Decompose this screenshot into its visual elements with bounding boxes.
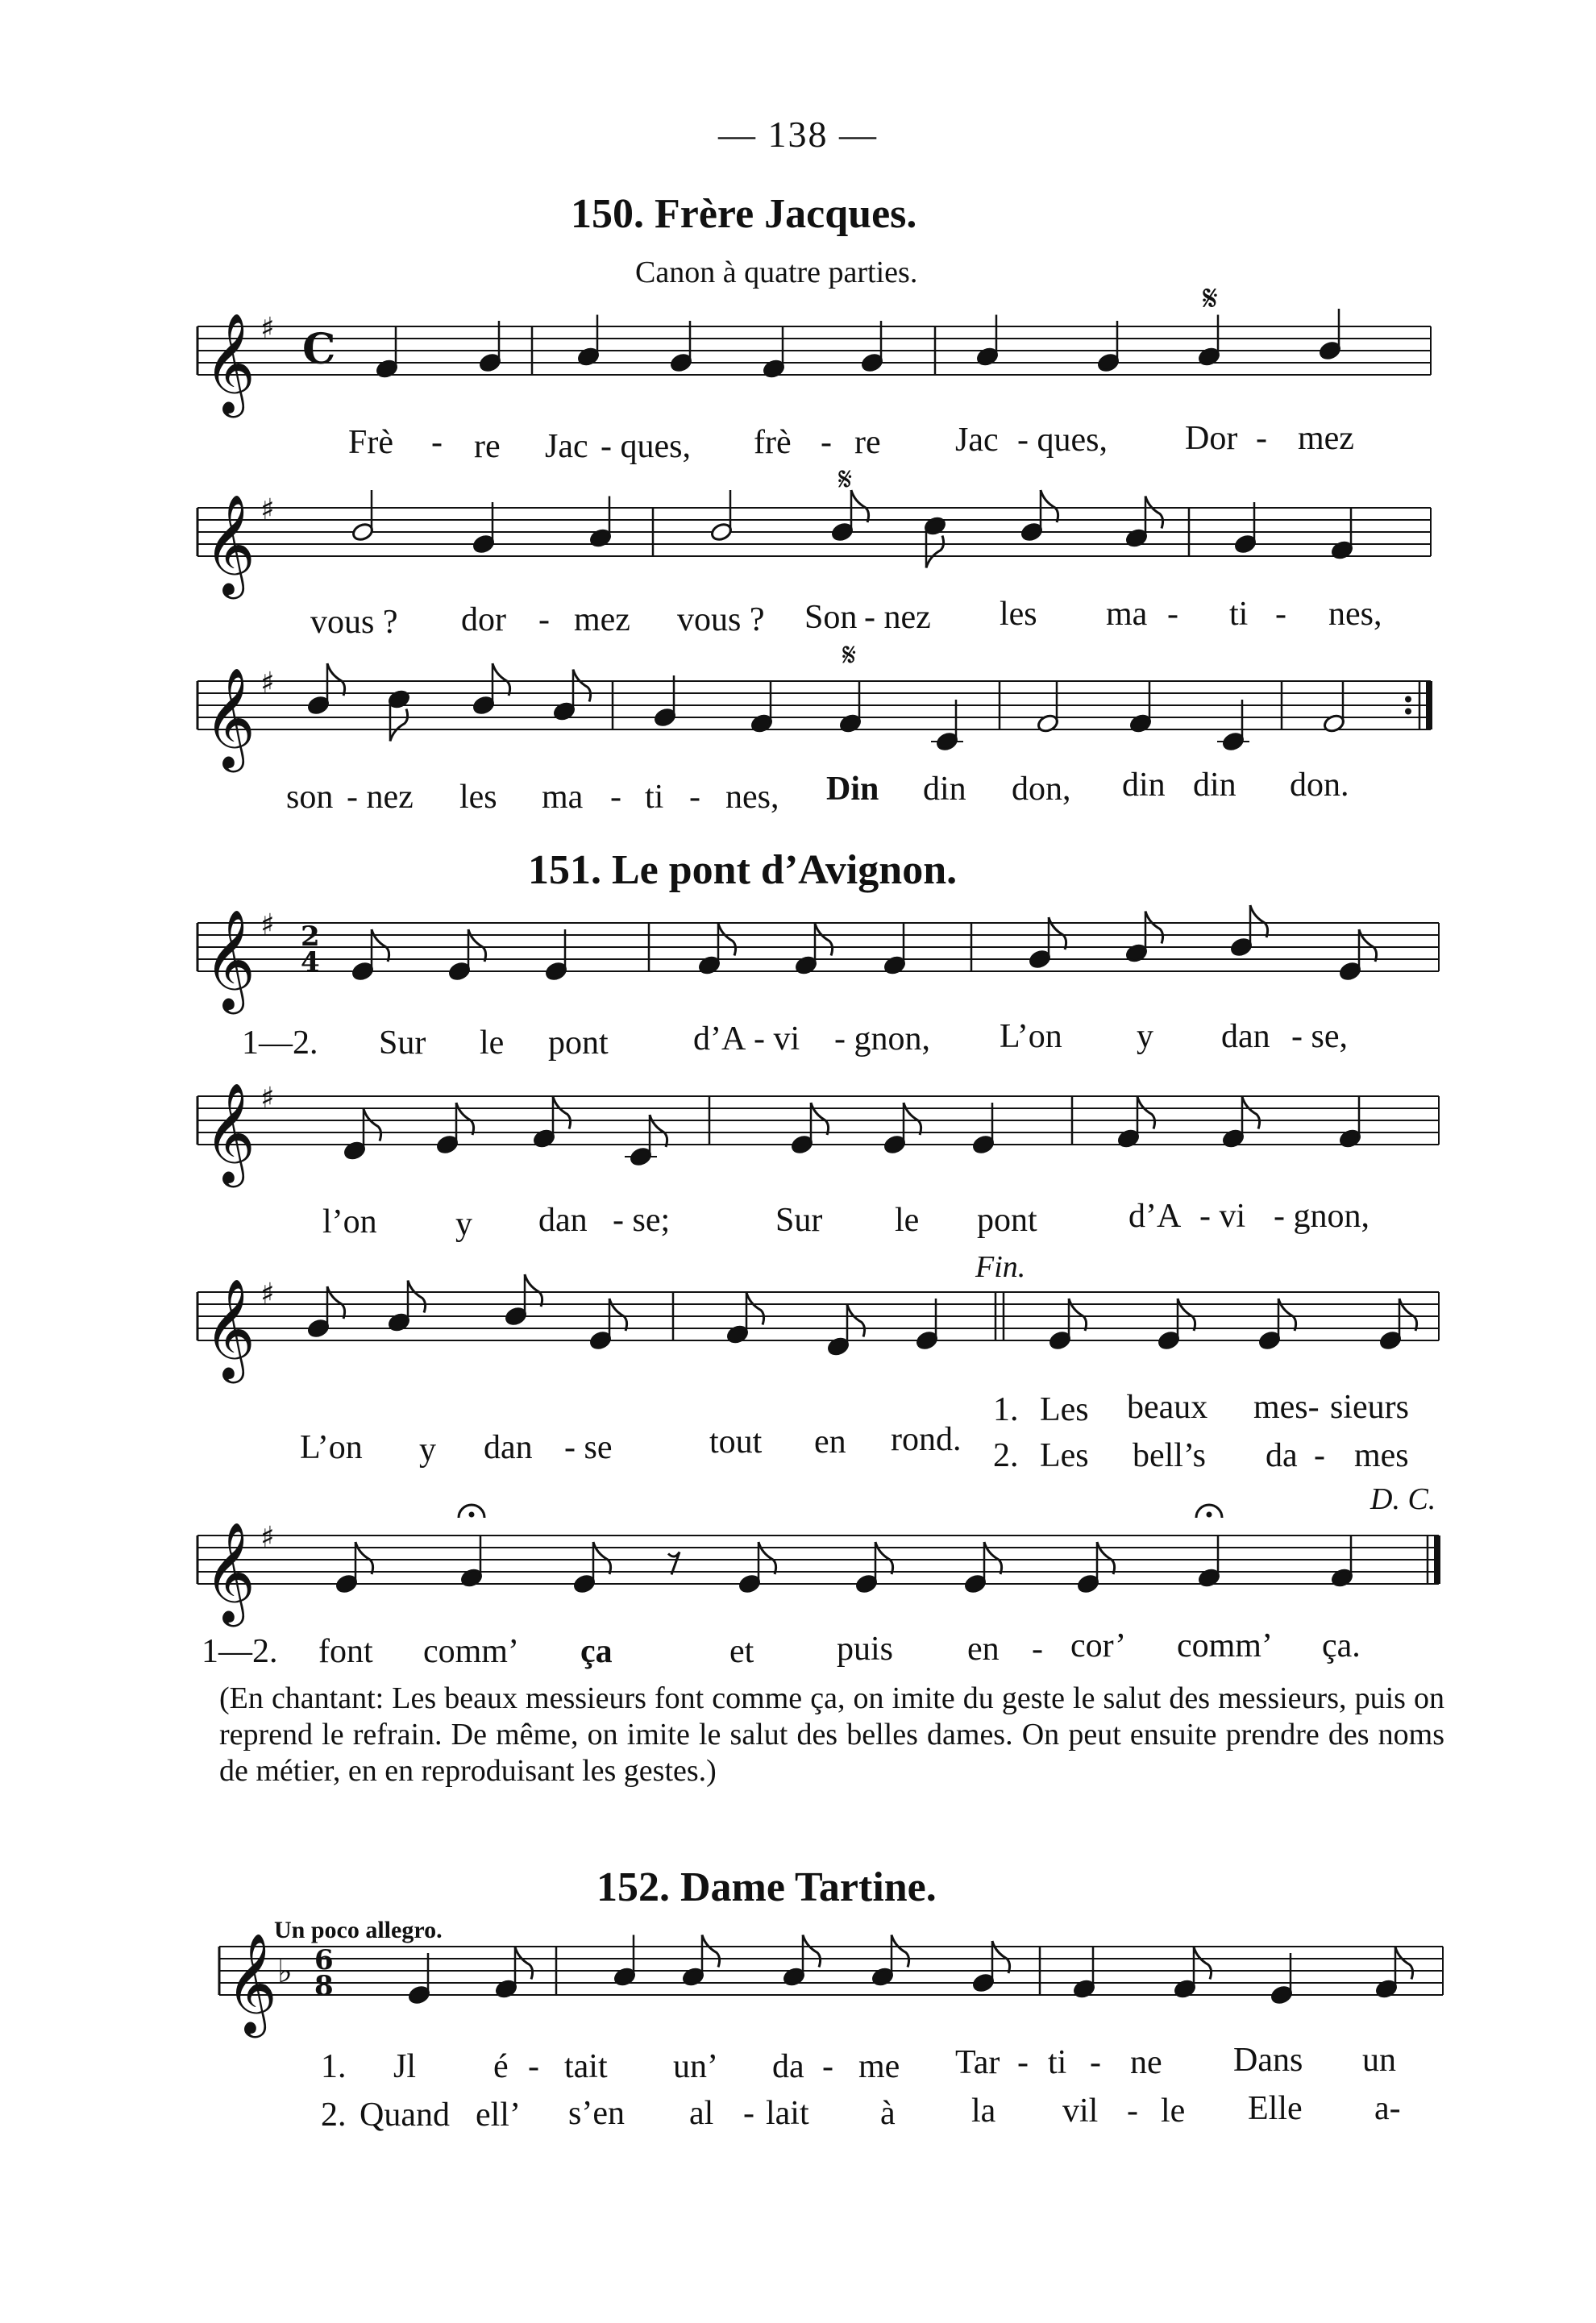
treble-clef-icon: 𝄞	[204, 1278, 256, 1379]
lyric-syllable: tout	[709, 1423, 763, 1461]
lyric-syllable: et	[729, 1633, 754, 1670]
lyric-syllable: dor	[461, 601, 506, 638]
lyric-syllable: mes	[1354, 1437, 1409, 1474]
lyric-syllable: - se;	[613, 1202, 671, 1239]
lyric-syllable: vous ?	[310, 604, 398, 641]
lyric-syllable: Jac	[955, 422, 999, 459]
lyric-syllable: 2.	[993, 1437, 1019, 1474]
lyric-syllable: -	[689, 779, 700, 816]
lyric-syllable: pont	[977, 1202, 1037, 1239]
dc-mark: D. C.	[1370, 1482, 1436, 1516]
lyric-syllable: le	[480, 1024, 505, 1062]
lyric-syllable: la	[971, 2092, 996, 2130]
lyric-syllable: Dans	[1233, 2042, 1303, 2079]
lyric-syllable: rond.	[891, 1421, 962, 1458]
lyric-syllable: -	[610, 779, 621, 816]
lyric-syllable: din	[923, 771, 966, 808]
treble-clef-icon: 𝄞	[204, 1083, 256, 1183]
lyric-syllable: -	[1127, 2092, 1138, 2130]
time-signature-denominator: 4	[301, 946, 320, 979]
lyric-syllable: vil	[1062, 2092, 1099, 2130]
lyric-syllable: -	[822, 2048, 833, 2085]
note-flag	[803, 1935, 821, 1968]
treble-clef-icon: 𝄞	[204, 494, 256, 595]
lyric-syllable: Frè	[348, 424, 393, 461]
lyric-syllable: Jac	[545, 428, 588, 465]
lyric-syllable: son	[286, 779, 334, 816]
treble-clef-icon: 𝄞	[226, 1933, 277, 2034]
lyric-syllable: mez	[574, 601, 630, 638]
lyric-syllable: frè	[754, 424, 792, 461]
lyric-syllable: mez	[1298, 420, 1354, 457]
lyric-syllable: re	[474, 428, 501, 465]
lyric-syllable: l’on	[322, 1203, 377, 1240]
lyric-syllable: font	[318, 1633, 373, 1670]
lyric-syllable: - ques,	[1017, 422, 1108, 459]
lyric-syllable: comm’	[1177, 1627, 1273, 1664]
lyric-syllable: - vi	[754, 1020, 800, 1058]
lyric-syllable: - ques,	[601, 428, 691, 465]
lyric-syllable: beaux	[1127, 1389, 1208, 1426]
flat-icon: ♭	[277, 1953, 293, 1990]
lyric-syllable: vous ?	[677, 601, 765, 638]
lyric-syllable: y	[419, 1432, 436, 1469]
lyric-syllable: 1—2.	[202, 1633, 278, 1670]
lyric-syllable: un’	[673, 2048, 718, 2085]
lyric-syllable: Son	[804, 599, 858, 636]
lyric-syllable: sieurs	[1330, 1389, 1409, 1426]
lyric-syllable: Din	[826, 771, 879, 808]
lyric-syllable: le	[895, 1202, 920, 1239]
lyric-syllable: -	[1017, 2044, 1029, 2081]
lyric-syllable: re	[854, 424, 881, 461]
lyric-syllable: Quand	[360, 2097, 450, 2134]
lyric-syllable: les	[459, 779, 497, 816]
sharp-icon: ♯	[260, 908, 275, 941]
tempo-marking: Un poco allegro.	[274, 1917, 443, 1943]
sharp-icon: ♯	[260, 1278, 275, 1311]
lyric-syllable: ne	[1130, 2044, 1162, 2081]
treble-clef-icon: 𝄞	[204, 1522, 256, 1623]
time-signature-numerator: 2	[301, 920, 320, 953]
lyric-syllable: ti	[645, 779, 664, 816]
note-flag	[1395, 1947, 1413, 1980]
lyric-syllable: don,	[1012, 771, 1071, 808]
lyric-syllable: da	[772, 2048, 804, 2085]
lyric-syllable: - vi	[1199, 1198, 1246, 1235]
lyric-syllable: lait	[766, 2095, 809, 2132]
lyric-syllable: 1.	[321, 2048, 347, 2085]
lyric-syllable: Jl	[393, 2048, 417, 2085]
segno-icon: 𝄋	[842, 637, 857, 674]
note-flag	[702, 1935, 720, 1968]
lyric-syllable: ti	[1229, 596, 1249, 633]
lyric-syllable: dan	[538, 1202, 588, 1239]
lyric-syllable: Tar	[955, 2044, 1000, 2081]
sharp-icon: ♯	[260, 1521, 275, 1554]
lyric-syllable: nes,	[725, 779, 779, 816]
lyric-syllable: -	[1167, 596, 1178, 633]
lyric-syllable: din	[1193, 767, 1236, 804]
lyric-syllable: 2.	[321, 2097, 347, 2134]
sharp-icon: ♯	[260, 493, 275, 526]
lyric-syllable: don.	[1290, 767, 1349, 804]
lyric-syllable: ell’	[476, 2097, 521, 2134]
treble-clef-icon: 𝄞	[204, 909, 256, 1010]
lyric-syllable: 1—2.	[242, 1024, 318, 1062]
lyric-syllable: tait	[564, 2048, 608, 2085]
lyric-syllable: cor’	[1070, 1627, 1127, 1664]
lyric-syllable: - gnon,	[834, 1020, 930, 1058]
lyric-syllable: en	[814, 1423, 846, 1461]
lyric-syllable: un	[1362, 2042, 1396, 2079]
treble-clef-icon: 𝄞	[204, 667, 256, 768]
time-signature-common: C	[302, 325, 336, 374]
lyric-syllable: din	[1122, 767, 1166, 804]
lyric-syllable: ma	[542, 779, 584, 816]
lyric-syllable: ma	[1106, 596, 1148, 633]
lyric-syllable: dan	[484, 1429, 533, 1466]
lyric-syllable: 1.	[993, 1391, 1019, 1428]
note-flag	[1194, 1947, 1212, 1980]
lyric-syllable: a-	[1374, 2090, 1401, 2127]
fin-mark: Fin.	[975, 1250, 1026, 1284]
sharp-icon: ♯	[260, 312, 275, 345]
page-number: — 138 —	[718, 114, 878, 155]
lyric-syllable: à	[880, 2095, 896, 2132]
lyric-syllable: -	[538, 601, 550, 638]
lyric-syllable: y	[455, 1206, 472, 1243]
lyric-syllable: - gnon,	[1274, 1198, 1369, 1235]
lyric-syllable: le	[1161, 2092, 1186, 2130]
lyric-syllable: s’en	[568, 2095, 625, 2132]
lyric-syllable: Dor	[1185, 420, 1238, 457]
lyric-syllable: é	[493, 2048, 509, 2085]
lyric-syllable: - nez	[864, 599, 931, 636]
lyric-syllable: al	[689, 2095, 714, 2132]
lyric-syllable: - se,	[1291, 1018, 1348, 1055]
lyric-syllable: Les	[1040, 1437, 1089, 1474]
lyric-syllable: pont	[548, 1024, 609, 1062]
song-title-le-pont-davignon: 151. Le pont d’Avignon.	[528, 847, 958, 893]
note-flag	[515, 1947, 533, 1980]
performance-note: (En chantant: Les beaux messieurs font comme ça, on imite du geste le salut des messieurs, puis on reprend le refrain. De même, on imite le salut des belles dames. On peut ensuite prendre des noms de métier, en en reproduisant les gestes.)	[219, 1681, 1444, 1788]
lyric-syllable: puis	[837, 1631, 894, 1668]
lyric-syllable: les	[1000, 596, 1037, 633]
lyric-syllable: Les	[1040, 1391, 1089, 1428]
lyric-syllable: -	[431, 424, 443, 461]
segno-icon: 𝄋	[838, 461, 853, 498]
lyric-syllable: - se	[564, 1429, 613, 1466]
sharp-icon: ♯	[260, 1082, 275, 1115]
lyric-syllable: - nez	[347, 779, 414, 816]
song-subtitle: Canon à quatre parties.	[635, 256, 918, 289]
lyric-syllable: Elle	[1248, 2090, 1303, 2127]
lyric-syllable: -	[821, 424, 832, 461]
lyric-syllable: Sur	[775, 1202, 823, 1239]
time-signature-numerator: 6	[314, 1944, 334, 1976]
time-signature-denominator: 8	[314, 1970, 334, 2002]
lyric-syllable: -	[1314, 1437, 1325, 1474]
lyric-syllable: mes-	[1253, 1389, 1320, 1426]
song-title-dame-tartine: 152. Dame Tartine.	[596, 1864, 937, 1910]
lyric-syllable: dan	[1221, 1018, 1270, 1055]
lyric-syllable: Sur	[379, 1024, 426, 1062]
lyric-syllable: -	[743, 2095, 754, 2132]
lyric-syllable: ça	[580, 1633, 613, 1670]
lyric-syllable: da	[1266, 1437, 1298, 1474]
lyric-syllable: d’A	[1128, 1198, 1182, 1235]
segno-icon: 𝄋	[1203, 278, 1218, 319]
lyric-syllable: comm’	[423, 1633, 519, 1670]
lyric-syllable: nes,	[1328, 596, 1382, 633]
lyric-syllable: me	[858, 2048, 900, 2085]
lyric-syllable: L’on	[1000, 1018, 1062, 1055]
treble-clef-icon: 𝄞	[204, 313, 256, 413]
lyric-syllable: y	[1137, 1018, 1153, 1055]
sharp-icon: ♯	[260, 667, 275, 700]
lyric-syllable: -	[1256, 420, 1267, 457]
lyric-syllable: L’on	[300, 1429, 363, 1466]
lyric-syllable: bell’s	[1133, 1437, 1206, 1474]
lyric-syllable: en	[967, 1631, 1000, 1668]
note-flag	[892, 1935, 909, 1968]
lyric-syllable: ti	[1048, 2044, 1067, 2081]
song-title-frere-jacques: 150. Frère Jacques.	[571, 191, 917, 237]
lyric-syllable: d’A	[693, 1020, 746, 1058]
lyric-syllable: -	[1032, 1631, 1043, 1668]
lyric-syllable: ça.	[1322, 1627, 1361, 1664]
lyric-syllable: -	[528, 2048, 539, 2085]
lyric-syllable: -	[1090, 2044, 1101, 2081]
lyric-syllable: -	[1275, 596, 1286, 633]
